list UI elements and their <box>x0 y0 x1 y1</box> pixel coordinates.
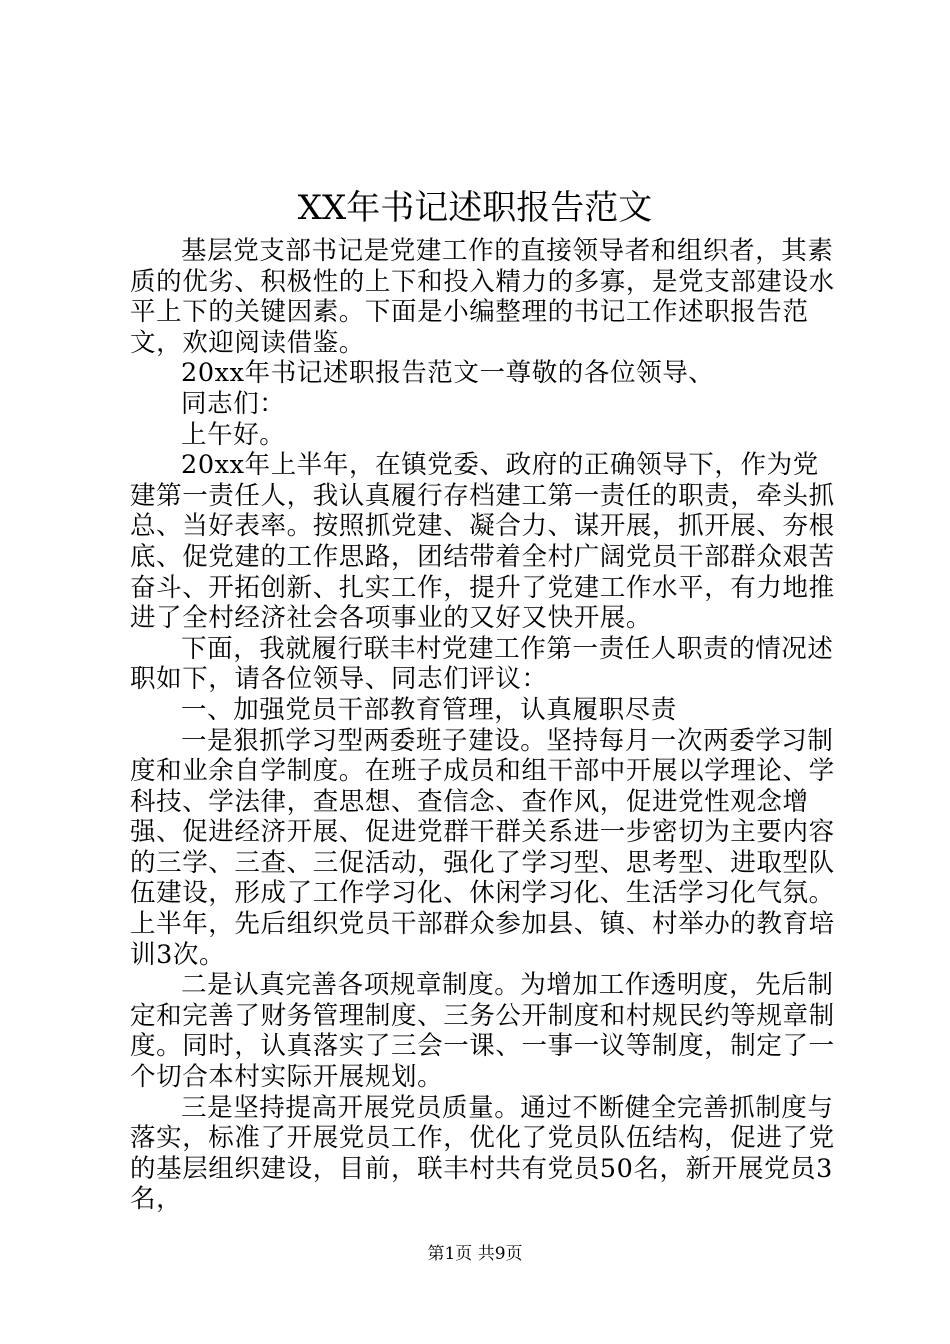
paragraph-first-half-summary: 20xx年上半年，在镇党委、政府的正确领导下，作为党建第一责任人，我认真履行存档建工第一责任的职责，牵头抓总、当好表率。按照抓党建、凝合力、谋开展，抓开展、夯根底、促党建的工作思路，团结带着全村广阔党员干部群众艰苦奋斗、开拓创新、扎实工作，提升了党建工作水平，有力地推进了全村经济社会各项事业的又好又快开展。 <box>130 450 835 634</box>
paragraph-greeting-comrades: 同志们： <box>181 388 286 419</box>
paragraph-good-morning: 上午好。 <box>181 419 286 450</box>
paragraph-intro: 基层党支部书记是党建工作的直接领导者和组织者，其素质的优劣、积极性的上下和投入精力的多寡，是党支部建设水平上下的关键因素。下面是小编整理的书记工作述职报告范文，欢迎阅读借鉴。 <box>130 236 835 358</box>
paragraph-heading-report: 20xx年书记述职报告范文一尊敬的各位领导、 <box>181 358 715 389</box>
document-body <box>130 236 836 1215</box>
page-footer: 第1页 共9页 <box>427 1244 523 1264</box>
paragraph-point-2: 二是认真完善各项规章制度。为增加工作透明度，先后制定和完善了财务管理制度、三务公开制度和村规民约等规章制度。同时，认真落实了三会一课、一事一议等制度，制定了一个切合本村实际开展规划。 <box>130 970 835 1093</box>
paragraph-report-intro: 下面，我就履行联丰村党建工作第一责任人职责的情况述职如下，请各位领导、同志们评议： <box>130 633 834 695</box>
document-title: XX年书记述职报告范文 <box>297 188 653 228</box>
paragraph-point-3: 三是坚持提高开展党员质量。通过不断健全完善抓制度与落实，标准了开展党员工作，优化了党员队伍结构，促进了党的基层组织建设，目前，联丰村共有党员50名，新开展党员3名， <box>130 1092 835 1215</box>
paragraph-point-1: 一是狠抓学习型两委班子建设。坚持每月一次两委学习制度和业余自学制度。在班子成员和组干部中开展以学理论、学科技、学法律，查思想、查信念、查作风，促进党性观念增强、促进经济开展、促进党群干群关系进一步密切为主要内容的三学、三查、三促活动，强化了学习型、思考型、进取型队伍建设，形成了工作学习化、休闲学习化、生活学习化气氛。上半年，先后组织党员干部群众参加县、镇、村举办的教育培训3次。 <box>130 725 835 970</box>
section-heading-1: 一、加强党员干部教育管理，认真履职尽责 <box>181 694 677 725</box>
